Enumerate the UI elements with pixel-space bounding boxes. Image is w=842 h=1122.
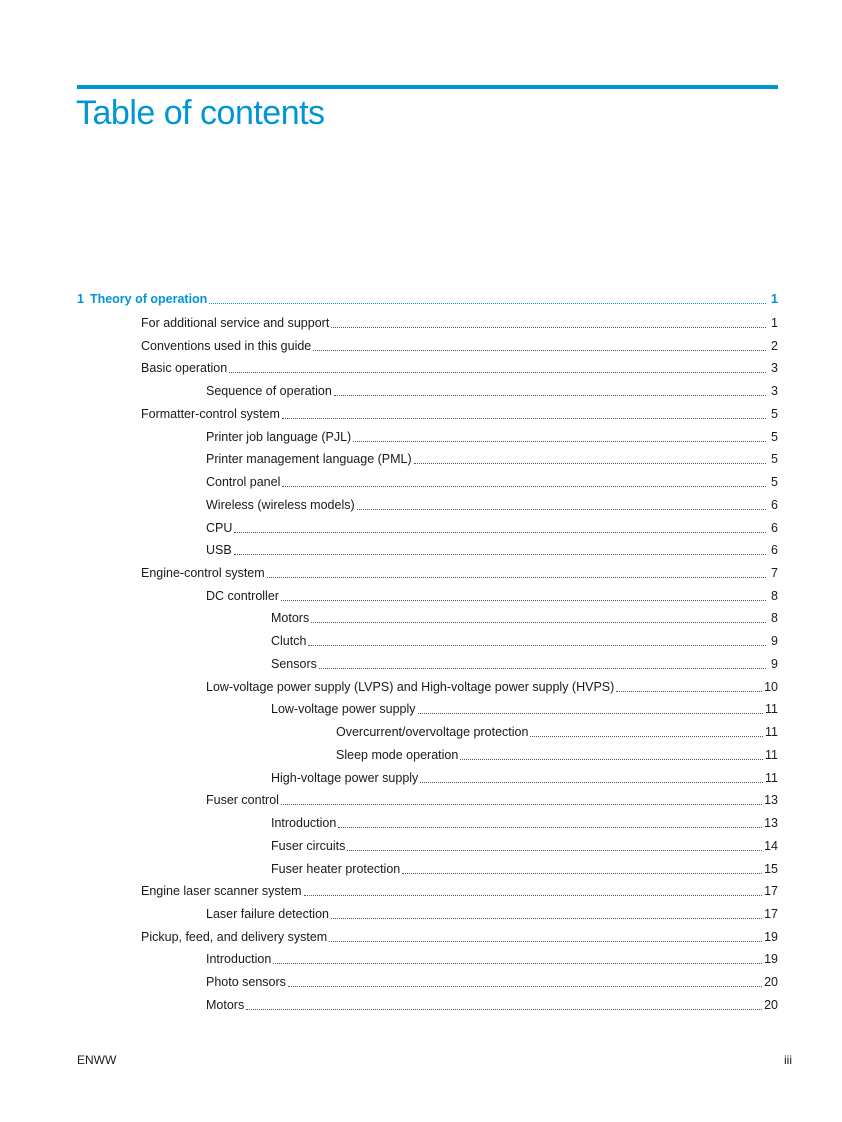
toc-entry-label: Printer management language (PML): [206, 452, 412, 467]
toc-chapter-link[interactable]: [77, 289, 778, 309]
toc-entry-page: 6: [771, 497, 778, 512]
toc-entry-page: 11: [765, 725, 778, 740]
toc-entry-link[interactable]: [271, 836, 778, 856]
toc-dot-leader: [209, 302, 766, 304]
toc-entry-label: For additional service and support: [141, 316, 330, 330]
toc-entry-page: 15: [764, 861, 778, 876]
toc-entry-page: 13: [764, 793, 778, 808]
toc-dot-leader: [246, 1008, 762, 1010]
toc-entry-link[interactable]: [271, 768, 778, 788]
toc-entry-page: 14: [764, 838, 778, 853]
toc-entry-page: 13: [764, 816, 778, 831]
toc-entry-page: 11: [765, 747, 778, 762]
toc-entry-page: 5: [771, 406, 778, 421]
toc-entry-label: Fuser control: [206, 793, 279, 808]
toc-entry-link[interactable]: [336, 722, 778, 742]
toc-dot-leader: [414, 462, 766, 464]
toc-entry-label: USB: [206, 543, 232, 558]
toc-entry-page: 7: [771, 566, 778, 581]
toc-entry-label: Wireless (wireless models): [206, 497, 355, 512]
toc-entry-link[interactable]: [206, 495, 778, 515]
toc-dot-leader: [331, 917, 762, 919]
toc-dot-leader: [334, 394, 766, 396]
toc-dot-leader: [308, 644, 766, 646]
toc-dot-leader: [282, 485, 766, 487]
toc-entry-page: 5: [771, 429, 778, 444]
toc-entry-page: 10: [764, 679, 778, 694]
toc-entry-label: Printer job language (PJL): [206, 429, 352, 444]
toc-entry-link[interactable]: [141, 927, 778, 947]
toc-entry-link[interactable]: [206, 586, 778, 606]
toc-entry-label: Conventions used in this guide: [141, 338, 312, 353]
toc-entry-page: 20: [764, 975, 778, 990]
toc-entry-label: Engine-control system: [141, 566, 265, 581]
page-title: Table of contents: [76, 94, 325, 132]
toc-entry-link[interactable]: [271, 859, 778, 879]
toc-entry-link[interactable]: [206, 790, 778, 810]
toc-entry-label: Low-voltage power supply: [271, 702, 416, 717]
toc-entry-link[interactable]: [271, 699, 778, 719]
toc-entry-label: Fuser heater protection: [271, 861, 401, 876]
toc-dot-leader: [313, 349, 766, 351]
toc-entry-link[interactable]: [336, 745, 778, 765]
toc-entry-label: CPU: [206, 520, 233, 535]
toc-entry-page: 19: [764, 929, 778, 944]
toc-dot-leader: [420, 781, 763, 783]
toc-entry-link[interactable]: [271, 631, 778, 651]
toc-entry-link[interactable]: [271, 813, 778, 833]
toc-entry-page: 20: [764, 997, 778, 1012]
toc-dot-leader: [234, 553, 766, 555]
toc-dot-leader: [273, 962, 762, 964]
toc-dot-leader: [304, 894, 763, 896]
toc-entry-label: Motors: [271, 611, 310, 626]
footer-page-number: iii: [784, 1053, 792, 1067]
toc-entry-label: Photo sensors: [206, 975, 286, 990]
toc-chapter-label: Theory of operation: [89, 292, 208, 306]
toc-dot-leader: [347, 849, 762, 851]
toc-entry-label: Introduction: [206, 952, 272, 967]
toc-entry-link[interactable]: [141, 404, 778, 424]
toc-chapter-page: 1: [771, 292, 778, 306]
toc-entry-label: Engine laser scanner system: [141, 884, 302, 899]
toc-dot-leader: [460, 758, 763, 760]
toc-entry-link[interactable]: [206, 995, 778, 1015]
toc-entry-link[interactable]: [206, 518, 778, 538]
toc-dot-leader: [288, 985, 762, 987]
toc-entry-label: High-voltage power supply: [271, 770, 419, 785]
toc-dot-leader: [402, 872, 762, 874]
footer-locale: ENWW: [77, 1053, 117, 1067]
toc-dot-leader: [281, 803, 762, 805]
toc-entry-label: Sensors: [271, 656, 317, 671]
toc-dot-leader: [229, 371, 766, 373]
toc-entry-label: Sequence of operation: [206, 384, 332, 399]
toc-entry-link[interactable]: [206, 904, 778, 924]
toc-entry-link[interactable]: [141, 563, 778, 583]
toc-dot-leader: [311, 621, 766, 623]
toc-entry-link[interactable]: [206, 472, 778, 492]
toc-entry-label: Motors: [206, 997, 245, 1012]
toc-entry-page: 9: [771, 634, 778, 649]
toc-entry-page: 1: [771, 316, 778, 330]
toc-entry-page: 11: [765, 702, 778, 717]
toc-entry-page: 5: [771, 475, 778, 490]
toc-dot-leader: [418, 712, 763, 714]
toc-entry-label: Introduction: [271, 816, 337, 831]
toc-entry-label: Fuser circuits: [271, 838, 346, 853]
toc-entry-label: Overcurrent/overvoltage protection: [336, 725, 529, 740]
toc-entry-link[interactable]: [206, 540, 778, 560]
title-rule: [77, 85, 778, 89]
toc-entry-link[interactable]: [141, 313, 778, 333]
toc-entry-page: 5: [771, 452, 778, 467]
toc-dot-leader: [357, 508, 766, 510]
toc-entry-page: 8: [771, 611, 778, 626]
toc-entry-page: 19: [764, 952, 778, 967]
toc-entry-page: 3: [771, 384, 778, 399]
toc-entry-page: 2: [771, 338, 778, 353]
toc-entry-page: 8: [771, 588, 778, 603]
toc-dot-leader: [267, 576, 766, 578]
toc-entry-label: Pickup, feed, and delivery system: [141, 929, 328, 944]
toc-entry-link[interactable]: [206, 677, 778, 697]
toc-entry-label: Sleep mode operation: [336, 747, 459, 762]
toc-entry-label: Clutch: [271, 634, 307, 649]
toc-chapter-title: [77, 289, 207, 309]
toc-entry-link[interactable]: [271, 608, 778, 628]
toc-entry-page: 9: [771, 656, 778, 671]
toc-dot-leader: [353, 440, 766, 442]
toc-chapter-number: 1: [77, 292, 84, 306]
toc-entry-link[interactable]: [206, 449, 778, 469]
toc-entry-link[interactable]: [206, 972, 778, 992]
toc-dot-leader: [329, 940, 762, 942]
toc-dot-leader: [331, 326, 766, 328]
toc-entry-page: 6: [771, 543, 778, 558]
toc-entry-label: Formatter-control system: [141, 406, 280, 421]
toc-dot-leader: [234, 531, 766, 533]
toc-entry-page: 17: [764, 884, 778, 899]
toc-entry-label: DC controller: [206, 588, 279, 603]
toc-entry-link[interactable]: [271, 654, 778, 674]
toc-dot-leader: [319, 667, 766, 669]
toc-entry-label: Laser failure detection: [206, 906, 329, 921]
toc-entry-link[interactable]: [206, 381, 778, 401]
toc-dot-leader: [530, 735, 763, 737]
toc-entry-link[interactable]: [206, 427, 778, 447]
toc-dot-leader: [616, 690, 762, 692]
toc-entry-link[interactable]: [141, 881, 778, 901]
toc-entry-link[interactable]: [141, 358, 778, 378]
toc-entry-page: 17: [764, 906, 778, 921]
toc-entry-link[interactable]: [206, 949, 778, 969]
toc-entry-label: Control panel: [206, 475, 281, 490]
toc-entry-page: 3: [771, 361, 778, 376]
toc-entry-page: 11: [765, 770, 778, 785]
toc-dot-leader: [281, 599, 766, 601]
toc-entry-page: 6: [771, 520, 778, 535]
toc-dot-leader: [282, 417, 766, 419]
toc-entry-label: Low-voltage power supply (LVPS) and High-voltage power supply (HVPS): [206, 679, 615, 694]
toc-dot-leader: [338, 826, 762, 828]
toc-entry-label: Basic operation: [141, 361, 228, 376]
toc-entry-link[interactable]: [141, 336, 778, 356]
